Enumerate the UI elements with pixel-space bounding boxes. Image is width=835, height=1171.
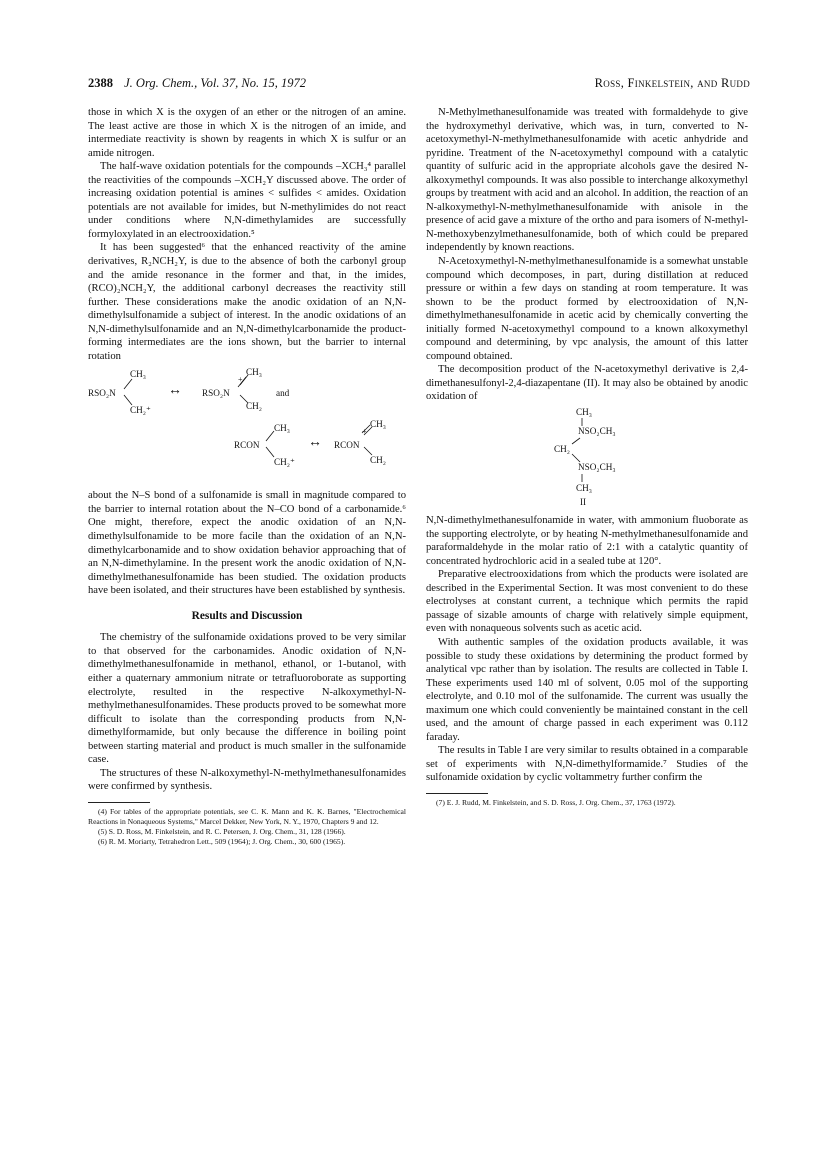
compound-label: II xyxy=(580,497,587,508)
plus-sign: + xyxy=(238,375,243,385)
paragraph: Preparative electrooxidations from which the products were isolated are described in the Experimental Section. It was most convenient to do these electrolyses at constant current, a technique which permits the rapid passage of sizable amounts of charge with relatively simple equipment, even with nonaqueous solvents such as acetic acid. xyxy=(426,569,748,635)
ch2plus-label: CH₂⁺ xyxy=(274,457,295,468)
ch3-label: CH₃ xyxy=(274,423,290,434)
paragraph: about the N–S bond of a sulfonamide is small in magnitude compared to the barrier to internal rotation about the N–CO bond of a carbonamide.⁶ One might, therefore, expect the anodic oxidation of an N,N-dimethylsulfonamide to be more facile than the oxidation of an N,N-dimethylcarbonamide and to show oxidation behavior approaching that of an N,N-dimethylamine. In the present work the anodic oxidation of N,N-dimethylmethanesulfonamide has been studied. The oxidation products have been isolated, and their structures have been established by synthesis. xyxy=(88,490,406,597)
rso2n-label: RSO₂N xyxy=(202,388,230,399)
footnotes-right xyxy=(426,793,748,808)
paragraph: The structures of these N-alkoxymethyl-N-methylmethanesulfonamides were confirmed by synthesis. xyxy=(88,767,406,793)
rso2n-label: RSO₂N xyxy=(88,388,116,399)
rcon-label: RCON xyxy=(234,440,260,451)
left-column xyxy=(88,106,406,847)
ch2-label: CH₂ xyxy=(370,455,386,466)
ch3-label: CH₃ xyxy=(576,483,592,494)
paragraph: The decomposition product of the N-acetoxymethyl derivative is 2,4-dimethanesulfonyl-2,4-diazapentane (II). It may also be obtained by anodic oxidation of xyxy=(426,364,748,403)
footnote: (4) For tables of the appropriate potentials, see C. K. Mann and K. K. Barnes, "Electrochemical Reactions in Nonaqueous Systems," Marcel Dekker, New York, N. Y., 1970, Chapters 9 and 12. xyxy=(88,806,406,826)
paragraph: those in which X is the oxygen of an ether or the nitrogen of an amine. The least active are those in which X is the nitrogen of an imide, and intermediate reactivity is shown by reagents in which X is sulfur or an amide nitrogen. xyxy=(88,107,406,159)
running-header xyxy=(88,76,750,96)
resonance-arrow: ↔ xyxy=(168,383,182,399)
paragraph: The half-wave oxidation potentials for the compounds –XCH₃⁴ parallel the reactivities of the compounds –XCH₂Y discussed above. The order of increasing oxidation potential is amines < sulfides < amides. Oxidation potentials are not available for imides, but N-methylimides do not react under conditions where N,N-dimethylamides are successfully formyloxylated in an electrooxidation.⁵ xyxy=(88,161,406,240)
paragraph: N-Acetoxymethyl-N-methylmethanesulfonamide is a somewhat unstable compound which decomposes, in part, during distillation at reduced pressure or within a few days on standing at room temperature. It was shown to be the product formed by electrooxidation of N,N-dimethylmethanesulfonamide in acetic acid by chemically converting the initially formed N-acetoxymethyl compound to a known alkoxymethyl compound and determining, by vpc analysis, the amount of this latter compound obtained. xyxy=(426,256,748,362)
resonance-scheme xyxy=(88,369,406,489)
ch2-label: CH₂ xyxy=(554,444,570,455)
footnote: (7) E. J. Rudd, M. Finkelstein, and S. D. Ross, J. Org. Chem., 37, 1763 (1972). xyxy=(436,797,676,807)
footnote: (5) S. D. Ross, M. Finkelstein, and R. C. Petersen, J. Org. Chem., 31, 128 (1966). xyxy=(98,826,346,836)
footnote-rule xyxy=(426,793,488,794)
ch3-label: CH₃ xyxy=(246,367,262,378)
footnote-rule xyxy=(88,802,150,803)
and-label: and xyxy=(276,388,290,399)
ch3-label: CH₃ xyxy=(370,419,386,430)
right-column xyxy=(426,106,748,808)
nso2ch3-label: NSO₂CH₃ xyxy=(578,462,616,473)
journal-citation: J. Org. Chem., Vol. 37, No. 15, 1972 xyxy=(124,76,306,90)
structure-II xyxy=(426,404,748,508)
resonance-arrow: ↔ xyxy=(308,435,322,451)
ch3-label: CH₃ xyxy=(130,369,146,380)
paragraph: The chemistry of the sulfonamide oxidations proved to be very similar to that observed for the carbonamides. Anodic oxidation of N,N-dimethylmethanesulfonamide in methanol, ethanol, or 1-butanol, with either a quaternary ammonium nitrate or tetrafluoroborate as supporting electrolyte, resulted in the respective N-alkoxymethyl-N-methylmethanesulfonamides. These products proved to be somewhat more difficult to isolate than the corresponding products from N,N-dimethylformamide, but only because the difference in boiling point between starting material and product is much smaller in the sulfonamide case. xyxy=(88,632,406,766)
section-heading: Results and Discussion xyxy=(191,609,303,622)
page-number: 2388 xyxy=(88,76,113,90)
nso2ch3-label: NSO₂CH₃ xyxy=(578,426,616,437)
footnote: (6) R. M. Moriarty, Tetrahedron Lett., 509 (1964); J. Org. Chem., 30, 600 (1965). xyxy=(98,836,346,846)
author-names: Ross, Finkelstein, and Rudd xyxy=(594,76,750,90)
footnotes-left xyxy=(88,802,406,847)
paragraph: With authentic samples of the oxidation products available, it was possible to study these oxidations by determining the product formed by analytical vpc rather than by isolation. The results are collected in Table I. These experiments used 140 ml of solvent, 0.05 mol of the supporting electrolyte, and 0.10 mol of the sulfonamide. The current was usually the maximum one which could conveniently be maintained constant in the cell used, and the amount of charge passed in each experiment was 0.112 faraday. xyxy=(426,636,748,743)
plus-sign: + xyxy=(362,427,367,437)
ch2plus-label: CH₂⁺ xyxy=(130,405,151,416)
paragraph: The results in Table I are very similar to results obtained in a comparable set of experiments with N,N-dimethylformamide.⁷ Studies of the sulfonamide oxidation by cyclic voltammetry further confirm the xyxy=(426,745,748,784)
ch3-label: CH₃ xyxy=(576,407,592,418)
ch2-label: CH₂ xyxy=(246,401,262,412)
rcon-label: RCON xyxy=(334,440,360,451)
scheme-bonds xyxy=(88,369,406,489)
paragraph: N,N-dimethylmethanesulfonamide in water, with ammonium fluoborate as the supporting electrolyte, or by heating N-methylmethanesulfonamide and paraformaldehyde in the molar ratio of 2:1 with a catalytic quantity of concentrated hydrochloric acid in a sealed tube at 120°. xyxy=(426,515,748,567)
paragraph: N-Methylmethanesulfonamide was treated with formaldehyde to give the hydroxymethyl derivative, which was, in turn, converted to N-acetoxymethyl-N-methylmethanesulfonamide with acetic anhydride and pyridine. Treatment of the N-acetoxymethyl compound with a catalytic quantity of sulfuric acid in the appropriate alcohols gave the desired N-alkoxymethyl compounds. It was also possible to interchange alkoxymethyl groups by treatment with acid and an alcohol. In addition, the reaction of an N-alkoxymethyl-N-methylmethanesulfonamide with anisole in the presence of acid gave a mixture of the ortho and para isomers of N-methyl-N-methoxybenzylmethanesulfonamide, both of which could be prepared independently by known reactions. xyxy=(426,107,748,254)
paragraph: It has been suggested⁶ that the enhanced reactivity of the amine derivatives, R₂NCH₂Y, is due to the absence of both the carbonyl group and the amide resonance in the former and that, in the imides, (RCO)₂NCH₂Y, the additional carbonyl decreases the reactivity still further. These considerations make the anodic oxidation of an N,N-dimethylsulfonamide a subject of interest. In the anodic oxidations of an N,N-dimethylsulfonamide and an N,N-dimethylcarbonamide the product-forming intermediates are the ions shown, but the barrier to internal rotation xyxy=(88,242,406,362)
